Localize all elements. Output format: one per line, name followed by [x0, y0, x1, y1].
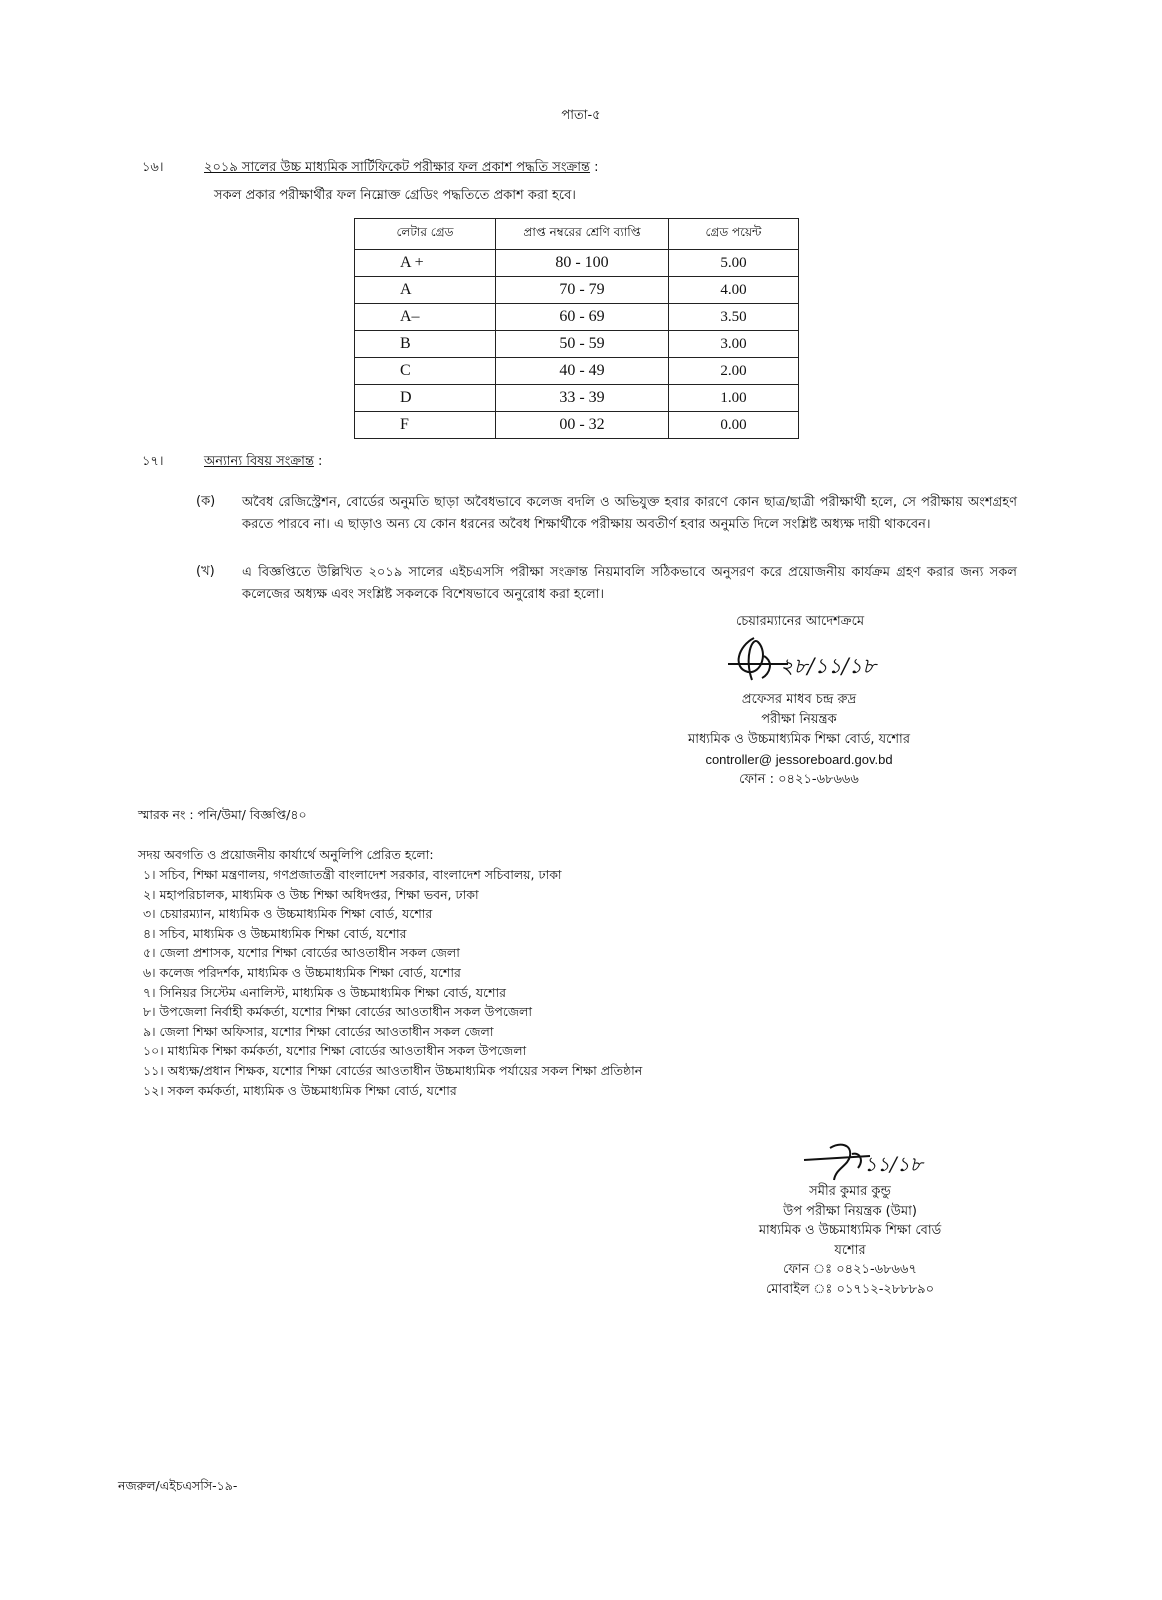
list-item: ১। সচিব, শিক্ষা মন্ত্রণালয়, গণপ্রজাতন্ত্রী বাংলাদেশ সরকার, বাংলাদেশ সচিবালয়, ঢাকা [143, 867, 562, 882]
table-row [355, 385, 799, 412]
cell-point: 5.00 [669, 250, 799, 277]
list-item: ৬। কলেজ পরিদর্শক, মাধ্যমিক ও উচ্চমাধ্যমিক শিক্ষা বোর্ড, যশোর [143, 964, 461, 980]
list-item: ৯। জেলা শিক্ষা অফিসার, যশোর শিক্ষা বোর্ডের আওতাধীন সকল জেলা [143, 1023, 494, 1039]
cell-range: 80 - 100 [496, 250, 669, 277]
signatory-2-block [730, 1182, 970, 1300]
signatory-2-title: উপ পরীক্ষা নিয়ন্ত্রক (উমা) [783, 1203, 917, 1219]
section-16-intro: সকল প্রকার পরীক্ষার্থীর ফল নিম্নোক্ত গ্রেডিং পদ্ধতিতে প্রকাশ করা হবে। [214, 188, 576, 203]
signatory-2-mobile: মোবাইল ঃ ০১৭১২-২৮৮৮৯০ [765, 1281, 935, 1297]
cell-point: 2.00 [669, 358, 799, 385]
page-label: পাতা-৫ [561, 108, 601, 123]
list-item: ৫। জেলা প্রশাসক, যশোর শিক্ষা বোর্ডের আওতাধীন সকল জেলা [143, 945, 460, 961]
section-17-heading-suffix: : [313, 454, 323, 469]
signatory-2-city: যশোর [834, 1242, 866, 1258]
section-16-heading: ২০১৯ সালের উচ্চ মাধ্যমিক সার্টিফিকেট পরীক্ষার ফল প্রকাশ পদ্ধতি সংক্রান্ত [204, 160, 591, 175]
item-kha-text: এ বিজ্ঞপ্তিতে উল্লিখিত ২০১৯ সালের এইচএসসি পরীক্ষা সংক্রান্ত নিয়মাবলি সঠিকভাবে অনুসরণ করে প্রয়োজনীয় কার্যক্রম গ্রহণ করার জন্য সকল কলেজের অধ্যক্ষ এবং সংশ্লিষ্ট সকলকে বিশেষভাবে অনুরোধ করা হলো। [242, 565, 1017, 602]
signatory-1-name: প্রফেসর মাধব চন্দ্র রুদ্র [741, 692, 857, 707]
signatory-1-phone: ফোন : ০৪২১-৬৮৬৬৬ [739, 772, 859, 787]
list-item: ১১। অধ্যক্ষ/প্রধান শিক্ষক, যশোর শিক্ষা বোর্ডের আওতাধীন উচ্চমাধ্যমিক পর্যায়ের সকল শিক্ষা প্রতিষ্ঠান [143, 1062, 643, 1078]
cell-point: 3.50 [669, 304, 799, 331]
memo-number: স্মারক নং : পনি/উমা/ বিজ্ঞপ্তি/৪০ [138, 807, 307, 822]
list-item: ৩। চেয়ারম্যান, মাধ্যমিক ও উচ্চমাধ্যমিক শিক্ষা বোর্ড, যশোর [143, 906, 433, 922]
cell-grade: A + [355, 250, 496, 277]
signatory-1-block [640, 690, 958, 790]
cell-grade: B [355, 331, 496, 358]
table-row [355, 331, 799, 358]
signatory-2-phone: ফোন ঃ ০৪২১-৬৮৬৬৭ [783, 1262, 917, 1278]
cell-range: 50 - 59 [496, 331, 669, 358]
header-marks-range: প্রাপ্ত নম্বরের শ্রেণি ব্যাপ্তি [496, 219, 669, 250]
cc-intro: সদয় অবগতি ও প্রয়োজনীয় কার্যার্থে অনুলিপি প্রেরিত হলো: [138, 847, 434, 862]
header-letter-grade: লেটার গ্রেড [355, 219, 496, 250]
cell-range: 40 - 49 [496, 358, 669, 385]
item-ka-text: অবৈধ রেজিস্ট্রেশন, বোর্ডের অনুমতি ছাড়া অবৈধভাবে কলেজ বদলি ও অভিযুক্ত হবার কারণে কোন ছাত্র/ছাত্রী পরীক্ষার্থী হলে, সে পরীক্ষায় অংশগ্রহণ করতে পারবে না। এ ছাড়াও অন্য যে কোন ধরনের অবৈধ শিক্ষার্থীকে পরীক্ষায় অবতীর্ণ হবার অনুমতি দিলে সংশ্লিষ্ট অধ্যক্ষ দায়ী থাকবেন। [242, 495, 1017, 532]
cell-range: 70 - 79 [496, 277, 669, 304]
signature-1 [718, 628, 918, 690]
signatory-2-name: সমীর কুমার কুন্ডু [809, 1184, 891, 1199]
cell-point: 1.00 [669, 385, 799, 412]
list-item: ৮। উপজেলা নির্বাহী কর্মকর্তা, যশোর শিক্ষা বোর্ডের আওতাধীন সকল উপজেলা [143, 1004, 532, 1020]
list-item: ৪। সচিব, মাধ্যমিক ও উচ্চমাধ্যমিক শিক্ষা বোর্ড, যশোর [143, 925, 407, 941]
grading-table-header-row [355, 219, 799, 250]
cell-grade: D [355, 385, 496, 412]
section-16-heading-line [204, 158, 599, 179]
section-16-number: ১৬। [142, 160, 164, 175]
cell-grade: A [355, 277, 496, 304]
item-kha-label: (খ) [196, 564, 215, 579]
table-row [355, 304, 799, 331]
table-row [355, 412, 799, 439]
cell-point: 3.00 [669, 331, 799, 358]
signatory-1-title: পরীক্ষা নিয়ন্ত্রক [761, 712, 837, 727]
section-17-number: ১৭। [142, 454, 164, 469]
section-16-heading-suffix: : [590, 160, 599, 175]
grading-table [354, 218, 799, 439]
list-item: ২। মহাপরিচালক, মাধ্যমিক ও উচ্চ শিক্ষা অধিদপ্তর, শিক্ষা ভবন, ঢাকা [143, 886, 479, 902]
cell-grade: F [355, 412, 496, 439]
footer-reference: নজরুল/এইচএসসি-১৯- [118, 1478, 238, 1493]
table-row [355, 250, 799, 277]
signature-2 [800, 1138, 980, 1186]
signatory-1-email: controller@ jessoreboard.gov.bd [705, 752, 893, 767]
cell-grade: A– [355, 304, 496, 331]
header-grade-point: গ্রেড পয়েন্ট [669, 219, 799, 250]
table-row [355, 358, 799, 385]
cell-point: 4.00 [669, 277, 799, 304]
table-row [355, 277, 799, 304]
cc-list [143, 867, 642, 1102]
signature-2-date: ১১/১৮ [864, 1152, 923, 1176]
cell-range: 60 - 69 [496, 304, 669, 331]
cell-point: 0.00 [669, 412, 799, 439]
list-item: ১২। সকল কর্মকর্তা, মাধ্যমিক ও উচ্চমাধ্যমিক শিক্ষা বোর্ড, যশোর [143, 1082, 457, 1098]
section-17-heading: অন্যান্য বিষয় সংক্রান্ত [204, 454, 314, 469]
signatory-2-board: মাধ্যমিক ও উচ্চমাধ্যমিক শিক্ষা বোর্ড [758, 1223, 942, 1239]
order-line: চেয়ারম্যানের আদেশক্রমে [735, 614, 865, 629]
section-17-heading-line [204, 452, 322, 473]
cell-range: 00 - 32 [496, 412, 669, 439]
list-item: ৭। সিনিয়র সিস্টেম এনালিস্ট, মাধ্যমিক ও উচ্চমাধ্যমিক শিক্ষা বোর্ড, যশোর [143, 984, 506, 1000]
signature-1-date: ২৮/১১/১৮ [780, 654, 876, 678]
list-item: ১০। মাধ্যমিক শিক্ষা কর্মকর্তা, যশোর শিক্ষা বোর্ডের আওতাধীন সকল উপজেলা [143, 1043, 527, 1059]
signatory-1-board: মাধ্যমিক ও উচ্চমাধ্যমিক শিক্ষা বোর্ড, যশোর [688, 732, 910, 747]
cell-grade: C [355, 358, 496, 385]
item-ka-label: (ক) [196, 494, 216, 509]
cell-range: 33 - 39 [496, 385, 669, 412]
